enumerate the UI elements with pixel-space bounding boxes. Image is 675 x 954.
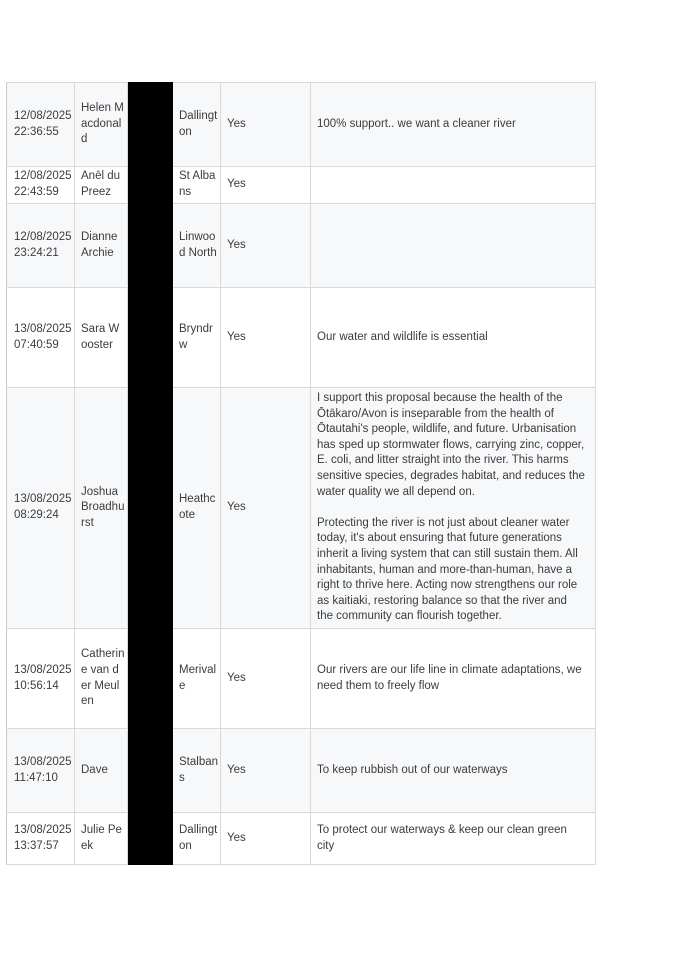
table-row [7, 629, 596, 729]
name-cell: Sara Wooster [75, 288, 128, 388]
table-row [7, 83, 596, 167]
comment-paragraph: Our rivers are our life line in climate adaptations, we need them to freely flow [317, 663, 582, 692]
table-row [7, 204, 596, 288]
name-cell: Anēl du Preez [75, 167, 128, 204]
timestamp-cell: 13/08/2025 11:47:10 [7, 729, 75, 813]
timestamp-cell: 13/08/2025 10:56:14 [7, 629, 75, 729]
redacted-cell [128, 204, 173, 288]
comment-paragraph: To keep rubbish out of our waterways [317, 763, 508, 776]
suburb-cell: Stalbans [173, 729, 221, 813]
name-cell: Helen Macdonald [75, 83, 128, 167]
suburb-cell: St Albans [173, 167, 221, 204]
support-cell: Yes [221, 813, 311, 865]
timestamp-cell: 12/08/2025 23:24:21 [7, 204, 75, 288]
support-cell: Yes [221, 629, 311, 729]
comment-paragraph: Protecting the river is not just about cleaner water today, it's about ensuring that future generations inherit a living system that can still sustain them. All inhabitants, human and more-than-human, have a right to thrive here. Acting now strengthens our role as kaitiaki, restoring balance so that the river and the community can flourish together. [317, 516, 578, 623]
timestamp-cell: 12/08/2025 22:43:59 [7, 167, 75, 204]
comment-cell [311, 729, 596, 813]
suburb-cell: Dallington [173, 813, 221, 865]
redacted-cell [128, 388, 173, 629]
comment-cell [311, 167, 596, 204]
comment-paragraph: 100% support.. we want a cleaner river [317, 117, 516, 130]
comment-cell [311, 288, 596, 388]
comment-cell [311, 388, 596, 629]
table-row [7, 729, 596, 813]
timestamp-cell: 13/08/2025 13:37:57 [7, 813, 75, 865]
comment-cell [311, 813, 596, 865]
redacted-cell [128, 629, 173, 729]
suburb-cell: Linwood North [173, 204, 221, 288]
suburb-cell: Merivale [173, 629, 221, 729]
redacted-cell [128, 83, 173, 167]
timestamp-cell: 13/08/2025 07:40:59 [7, 288, 75, 388]
redacted-cell [128, 729, 173, 813]
redacted-cell [128, 288, 173, 388]
support-cell: Yes [221, 167, 311, 204]
suburb-cell: Bryndrw [173, 288, 221, 388]
name-cell: Joshua Broadhurst [75, 388, 128, 629]
support-cell: Yes [221, 729, 311, 813]
name-cell: Catherine van der Meulen [75, 629, 128, 729]
support-cell: Yes [221, 204, 311, 288]
redacted-cell [128, 813, 173, 865]
comment-paragraph: I support this proposal because the health of the Ōtākaro/Avon is inseparable from the health of Ōtautahi's people, wildlife, and future. Urbanisation has sped up stormwater flows, carrying zinc, copper, E. coli, and litter straight into the river. This harms sensitive species, degrades habitat, and reduces the water quality we all depend on. [317, 392, 585, 498]
submissions-table [6, 82, 596, 865]
suburb-cell: Heathcote [173, 388, 221, 629]
table-row [7, 813, 596, 865]
comment-cell [311, 629, 596, 729]
support-cell: Yes [221, 388, 311, 629]
redacted-cell [128, 167, 173, 204]
name-cell: Julie Peek [75, 813, 128, 865]
table-row [7, 388, 596, 629]
comment-cell [311, 83, 596, 167]
table-row [7, 288, 596, 388]
timestamp-cell: 12/08/2025 22:36:55 [7, 83, 75, 167]
comment-cell [311, 204, 596, 288]
timestamp-cell: 13/08/2025 08:29:24 [7, 388, 75, 629]
support-cell: Yes [221, 288, 311, 388]
suburb-cell: Dallington [173, 83, 221, 167]
comment-paragraph: Our water and wildlife is essential [317, 330, 488, 343]
name-cell: Dianne Archie [75, 204, 128, 288]
comment-paragraph: To protect our waterways & keep our clean green city [317, 823, 567, 852]
name-cell: Dave [75, 729, 128, 813]
support-cell: Yes [221, 83, 311, 167]
table-row [7, 167, 596, 204]
